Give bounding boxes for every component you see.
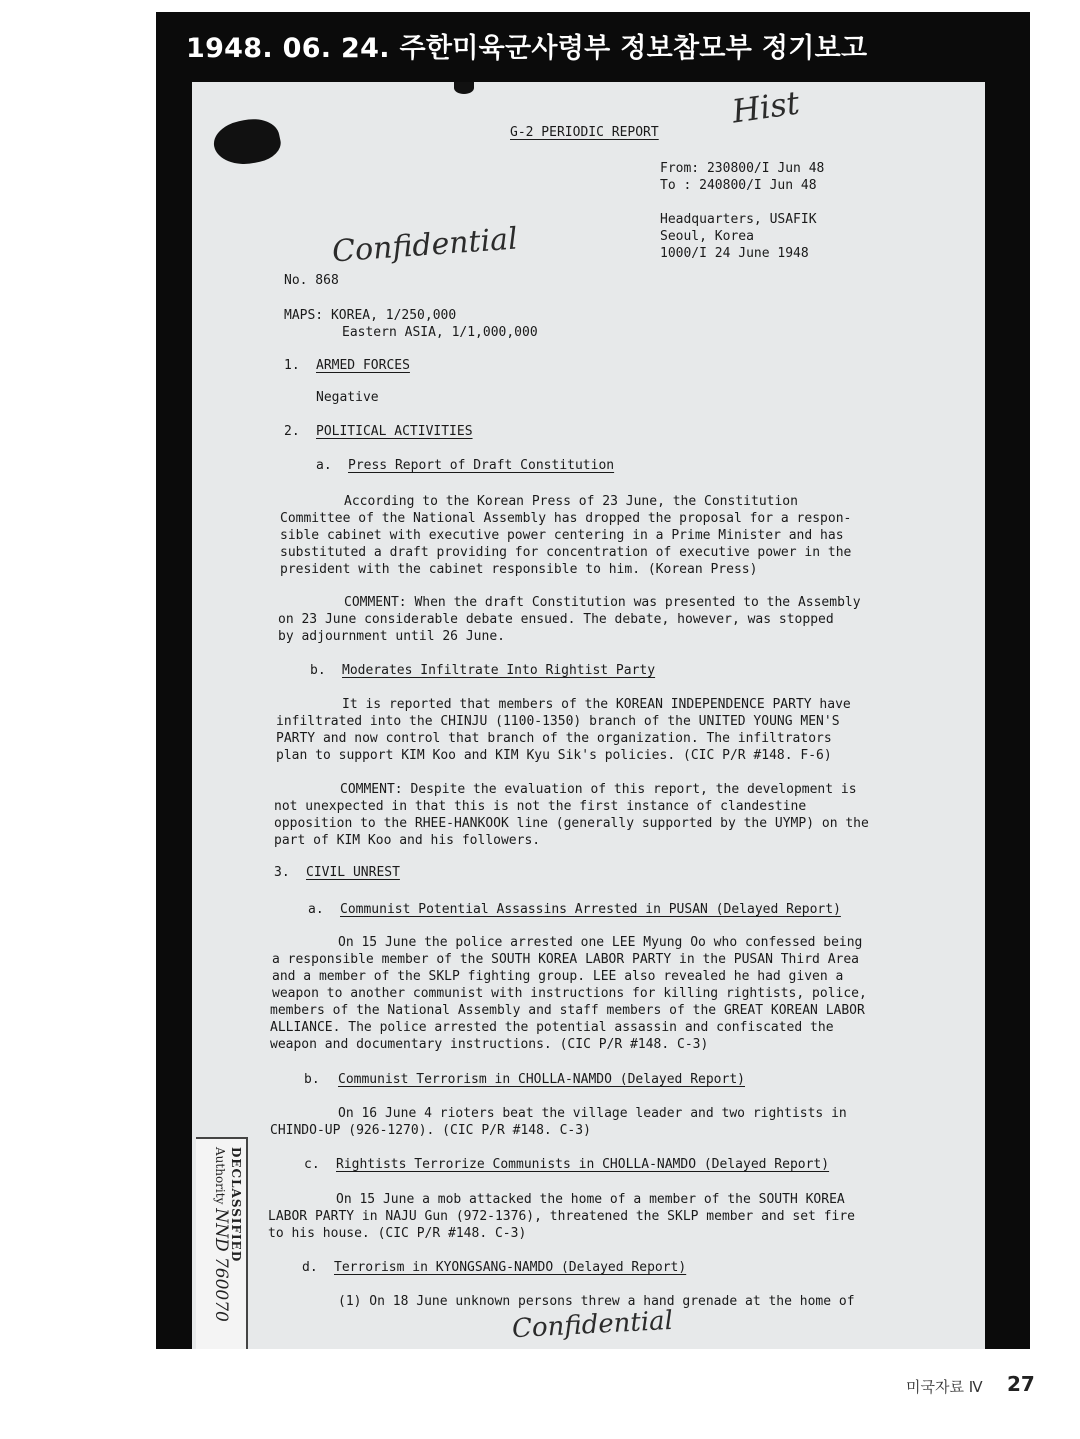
hq-line-2: Seoul, Korea <box>660 229 754 244</box>
comment-line: by adjournment until 26 June. <box>278 629 505 644</box>
hq-line-3: 1000/I 24 June 1948 <box>660 246 809 261</box>
subsection-label: b. <box>310 663 326 678</box>
subsection-title: Rightists Terrorize Communists in CHOLLA-NAMDO (Delayed Report) <box>336 1157 830 1172</box>
subsection-label: d. <box>302 1260 318 1275</box>
paragraph-line: On 16 June 4 rioters beat the village leader and two rightists in <box>338 1106 847 1121</box>
paragraph-line: On 15 June the police arrested one LEE Myung Oo who confessed being <box>338 935 863 950</box>
paragraph-line: weapon to another communist with instructions for killing rightists, police, <box>272 986 867 1001</box>
hq-line-1: Headquarters, USAFIK <box>660 212 817 227</box>
paragraph-line: president with the cabinet responsible to him. (Korean Press) <box>280 562 758 577</box>
subsection-title: Moderates Infiltrate Into Rightist Party <box>342 663 656 678</box>
declassification-stamp <box>196 1137 248 1349</box>
subsection-title: Terrorism in KYONGSANG-NAMDO (Delayed Report) <box>334 1260 687 1275</box>
subsection-title: Communist Terrorism in CHOLLA-NAMDO (Delayed Report) <box>338 1072 745 1087</box>
report-from: From: 230800/I Jun 48 <box>660 161 825 176</box>
punch-mark <box>454 82 474 94</box>
comment-line: opposition to the RHEE-HANKOOK line (generally supported by the UYMP) on the <box>274 816 869 831</box>
paragraph-line: According to the Korean Press of 23 June, the Constitution <box>344 494 798 509</box>
paragraph-line: substituted a draft providing for concentration of executive power in the <box>280 545 852 560</box>
report-page <box>192 82 985 1349</box>
handwritten-note: Hist <box>729 83 802 131</box>
subsection-label: a. <box>316 458 332 473</box>
section-body: Negative <box>316 390 379 405</box>
comment-line: on 23 June considerable debate ensued. The debate, however, was stopped <box>278 612 834 627</box>
handwritten-classification-bottom: Confidential <box>511 1305 674 1345</box>
paragraph-line: weapon and documentary instructions. (CIC P/R #148. C-3) <box>270 1037 709 1052</box>
paragraph-line: and a member of the SKLP fighting group. LEE also revealed he had given a <box>272 969 844 984</box>
paragraph-line: LABOR PARTY in NAJU Gun (972-1376), threatened the SKLP member and set fire <box>268 1209 855 1224</box>
paragraph-line: members of the National Assembly and staff members of the GREAT KOREAN LABOR <box>270 1003 865 1018</box>
section-title-civil-unrest: CIVIL UNREST <box>306 865 400 880</box>
subsection-title: Communist Potential Assassins Arrested in PUSAN (Delayed Report) <box>340 902 841 917</box>
handwritten-classification: Confidential <box>331 221 519 270</box>
maps-line-2: Eastern ASIA, 1/1,000,000 <box>342 325 538 340</box>
section-title-political-activities: POLITICAL ACTIVITIES <box>316 424 473 439</box>
ink-smudge <box>210 114 284 171</box>
subsection-label: c. <box>304 1157 320 1172</box>
report-to: To : 240800/I Jun 48 <box>660 178 817 193</box>
paragraph-line: PARTY and now control that branch of the organization. The infiltrators <box>276 731 832 746</box>
maps-line-1: MAPS: KOREA, 1/250,000 <box>284 308 457 323</box>
paragraph-line: Committee of the National Assembly has dropped the proposal for a respon- <box>280 511 852 526</box>
stamp-number: NND 760070 <box>211 1208 231 1322</box>
paragraph-line: ALLIANCE. The police arrested the potential assassin and confiscated the <box>270 1020 834 1035</box>
paragraph-line: a responsible member of the SOUTH KOREA LABOR PARTY in the PUSAN Third Area <box>272 952 859 967</box>
comment-line: not unexpected in that this is not the first instance of clandestine <box>274 799 807 814</box>
page-number: 27 <box>1007 1372 1035 1396</box>
report-title: G-2 PERIODIC REPORT <box>510 125 659 140</box>
comment-line: part of KIM Koo and his followers. <box>274 833 541 848</box>
subsection-title: Press Report of Draft Constitution <box>348 458 615 473</box>
paragraph-line: infiltrated into the CHINJU (1100-1350) branch of the UNITED YOUNG MEN'S <box>276 714 840 729</box>
paragraph-line: On 15 June a mob attacked the home of a member of the SOUTH KOREA <box>336 1192 845 1207</box>
comment-line: COMMENT: Despite the evaluation of this report, the development is <box>340 782 857 797</box>
stamp-title: DECLASSIFIED <box>229 1147 243 1263</box>
paragraph-line: sible cabinet with executive power centering in a Prime Minister and has <box>280 528 844 543</box>
subsection-label: b. <box>304 1072 320 1087</box>
subsection-label: a. <box>308 902 324 917</box>
footer-label: 미국자료 Ⅳ <box>906 1378 983 1396</box>
paragraph-line: It is reported that members of the KOREAN INDEPENDENCE PARTY have <box>342 697 851 712</box>
paragraph-line: plan to support KIM Koo and KIM Kyu Sik's policies. (CIC P/R #148. F-6) <box>276 748 832 763</box>
page-title: 1948. 06. 24. 주한미육군사령부 정보참모부 정기보고 <box>186 33 868 64</box>
section-number: 1. <box>284 358 300 373</box>
paragraph-line: to his house. (CIC P/R #148. C-3) <box>268 1226 527 1241</box>
paragraph-line: CHINDO-UP (926-1270). (CIC P/R #148. C-3) <box>270 1123 591 1138</box>
comment-line: COMMENT: When the draft Constitution was presented to the Assembly <box>344 595 861 610</box>
stamp-authority: Authority <box>213 1147 227 1205</box>
report-number: No. 868 <box>284 273 339 288</box>
document-frame <box>156 12 1030 1349</box>
section-title-armed-forces: ARMED FORCES <box>316 358 410 373</box>
paragraph-line: (1) On 18 June unknown persons threw a hand grenade at the home of <box>338 1294 855 1309</box>
section-number: 3. <box>274 865 290 880</box>
section-number: 2. <box>284 424 300 439</box>
